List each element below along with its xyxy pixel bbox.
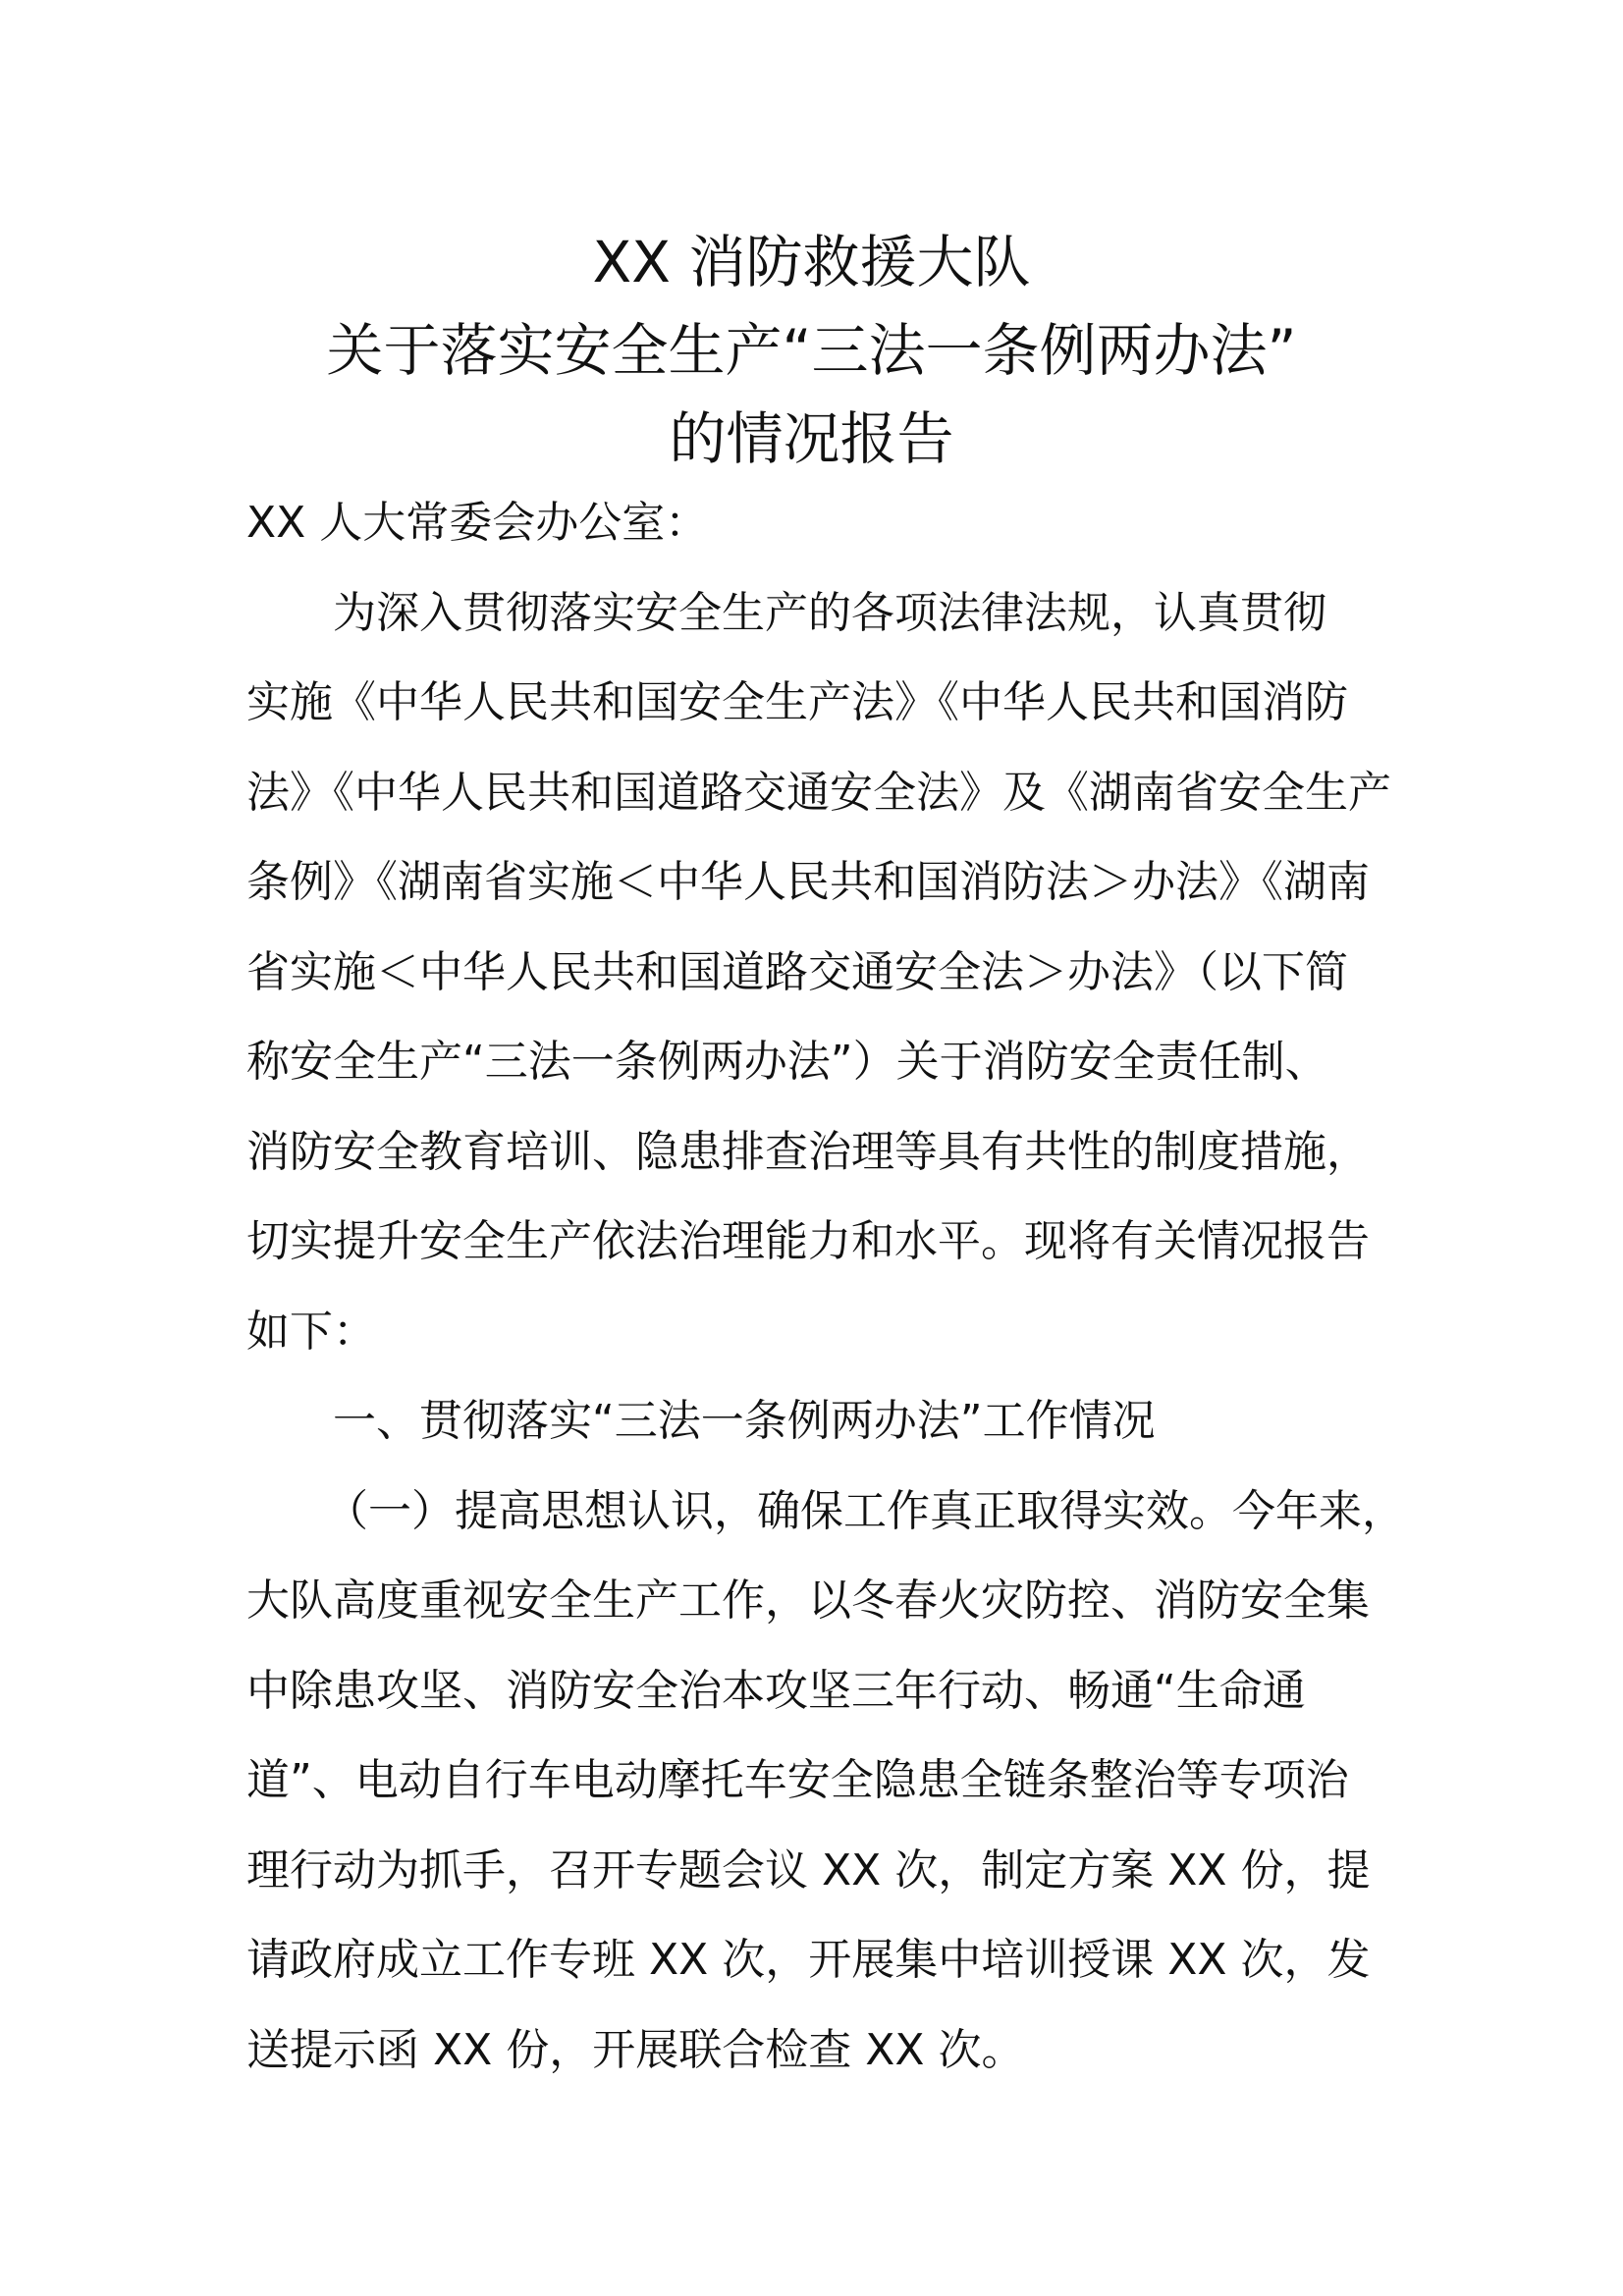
paragraph-2-line: 送提示函 XX 份，开展联合检查 XX 次。 — [246, 2024, 1025, 2075]
paragraph-2-line: 中除患攻坚、消防安全治本攻坚三年行动、畅通“生命通 — [246, 1665, 1306, 1716]
paragraph-2-line: （一）提高思想认识，确保工作真正取得实效。今年来， — [325, 1485, 1405, 1536]
paragraph-2-line: 大队高度重视安全生产工作，以冬春火灾防控、消防安全集 — [246, 1575, 1370, 1626]
title-line-2: 关于落实安全生产“三法一条例两办法” — [326, 317, 1297, 384]
title-line-1: XX 消防救援大队 — [592, 229, 1031, 295]
paragraph-1-line: 切实提升安全生产依法治理能力和水平。现将有关情况报告 — [246, 1216, 1370, 1266]
paragraph-2-line: 道”、电动自行车电动摩托车安全隐患全链条整治等专项治 — [246, 1755, 1349, 1805]
document-body — [246, 478, 1405, 2095]
document-title — [147, 218, 1476, 483]
paragraph-1-line: 条例》《湖南省实施＜中华人民共和国消防法＞办法》《湖南 — [246, 857, 1370, 907]
paragraph-1-line: 如下： — [246, 1306, 376, 1357]
paragraph-1-line: 称安全生产“三法一条例两办法”）关于消防安全责任制、 — [246, 1037, 1328, 1087]
paragraph-1-line: 消防安全教育培训、隐患排查治理等具有共性的制度措施， — [246, 1126, 1370, 1177]
title-line-3: 的情况报告 — [669, 405, 954, 472]
paragraph-1-line: 为深入贯彻落实安全生产的各项法律法规，认真贯彻 — [333, 587, 1326, 638]
paragraph-2-line: 请政府成立工作专班 XX 次，开展集中培训授课 XX 次，发 — [246, 1935, 1371, 1985]
paragraph-2-line: 理行动为抓手，召开专题会议 XX 次，制定方案 XX 份，提 — [246, 1844, 1371, 1896]
section-1-heading: 一、贯彻落实“三法一条例两办法”工作情况 — [333, 1396, 1156, 1446]
paragraph-1-line: 实施《中华人民共和国安全生产法》《中华人民共和国消防 — [246, 677, 1348, 727]
paragraph-1-line: 省实施＜中华人民共和国道路交通安全法＞办法》（以下简 — [246, 946, 1348, 997]
paragraph-1-line: 法》《中华人民共和国道路交通安全法》及《湖南省安全生产 — [246, 767, 1391, 818]
salutation: XX 人大常委会办公室： — [246, 498, 709, 548]
